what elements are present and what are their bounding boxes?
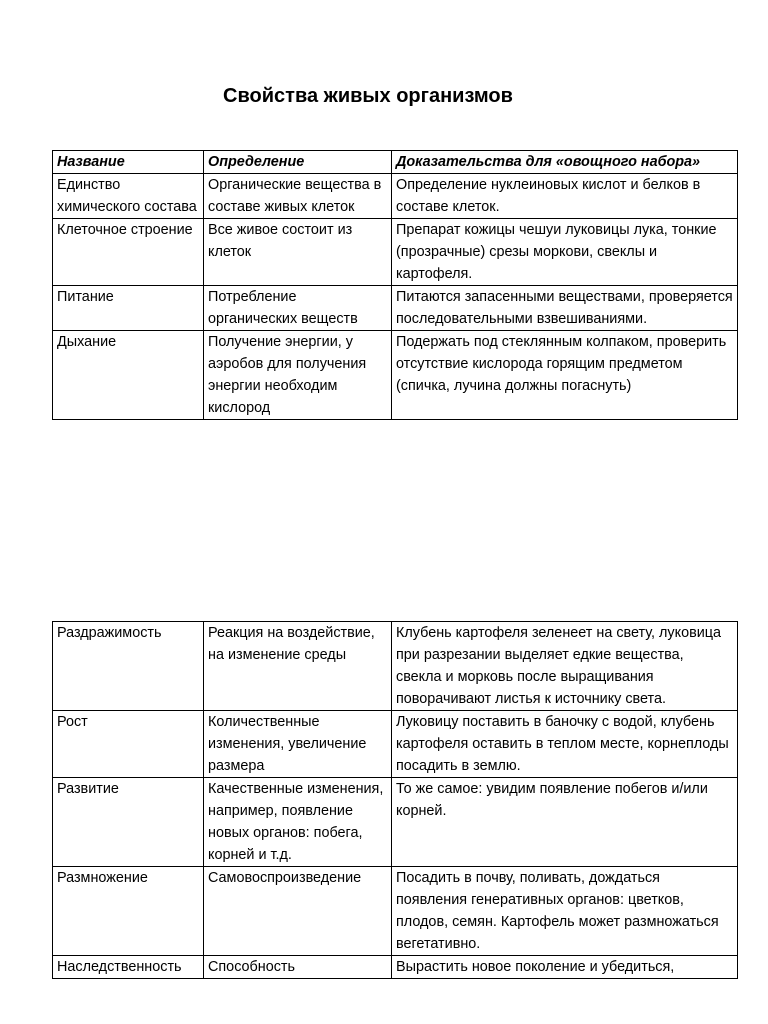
cell-property: Клеточное строение bbox=[53, 219, 204, 286]
properties-table-top bbox=[52, 150, 738, 420]
cell-property: Дыхание bbox=[53, 331, 204, 420]
cell-definition: Органические вещества в составе живых клеток bbox=[204, 174, 392, 219]
cell-property: Развитие bbox=[53, 778, 204, 867]
header-name: Название bbox=[53, 151, 204, 174]
cell-property: Раздражимость bbox=[53, 622, 204, 711]
table-header-row bbox=[53, 151, 738, 174]
table-row bbox=[53, 711, 738, 778]
cell-property: Питание bbox=[53, 286, 204, 331]
properties-table-bottom bbox=[52, 621, 738, 979]
table-row bbox=[53, 286, 738, 331]
cell-definition: Качественные изменения, например, появление новых органов: побега, корней и т.д. bbox=[204, 778, 392, 867]
cell-definition: Реакция на воздействие, на изменение среды bbox=[204, 622, 392, 711]
header-evidence: Доказательства для «овощного набора» bbox=[392, 151, 738, 174]
table-row bbox=[53, 331, 738, 420]
cell-evidence: Препарат кожицы чешуи луковицы лука, тонкие (прозрачные) срезы моркови, свеклы и картофеля. bbox=[392, 219, 738, 286]
cell-evidence: Посадить в почву, поливать, дождаться появления генеративных органов: цветков, плодов, семян. Картофель может размножаться вегетативно. bbox=[392, 867, 738, 956]
document-title: Свойства живых организмов bbox=[223, 85, 513, 107]
cell-evidence: Клубень картофеля зеленеет на свету, луковица при разрезании выделяет едкие вещества, свекла и морковь после выращивания поворачивают листья к источнику света. bbox=[392, 622, 738, 711]
cell-definition: Количественные изменения, увеличение размера bbox=[204, 711, 392, 778]
cell-definition: Все живое состоит из клеток bbox=[204, 219, 392, 286]
table-row bbox=[53, 219, 738, 286]
table-row bbox=[53, 778, 738, 867]
cell-evidence: То же самое: увидим появление побегов и/или корней. bbox=[392, 778, 738, 867]
cell-definition: Самовоспроизведение bbox=[204, 867, 392, 956]
cell-evidence: Подержать под стеклянным колпаком, проверить отсутствие кислорода горящим предметом (спичка, лучина должны погаснуть) bbox=[392, 331, 738, 420]
cell-definition: Потребление органических веществ bbox=[204, 286, 392, 331]
table-row bbox=[53, 622, 738, 711]
cell-evidence: Вырастить новое поколение и убедиться, bbox=[392, 956, 738, 979]
header-definition: Определение bbox=[204, 151, 392, 174]
cell-evidence: Луковицу поставить в баночку с водой, клубень картофеля оставить в теплом месте, корнеплоды посадить в землю. bbox=[392, 711, 738, 778]
cell-property: Наследственность bbox=[53, 956, 204, 979]
table-row bbox=[53, 956, 738, 979]
table-row bbox=[53, 174, 738, 219]
cell-property: Рост bbox=[53, 711, 204, 778]
cell-definition: Способность bbox=[204, 956, 392, 979]
cell-property: Единство химического состава bbox=[53, 174, 204, 219]
table-row bbox=[53, 867, 738, 956]
cell-evidence: Определение нуклеиновых кислот и белков в составе клеток. bbox=[392, 174, 738, 219]
cell-evidence: Питаются запасенными веществами, проверяется последовательными взвешиваниями. bbox=[392, 286, 738, 331]
cell-property: Размножение bbox=[53, 867, 204, 956]
cell-definition: Получение энергии, у аэробов для получения энергии необходим кислород bbox=[204, 331, 392, 420]
